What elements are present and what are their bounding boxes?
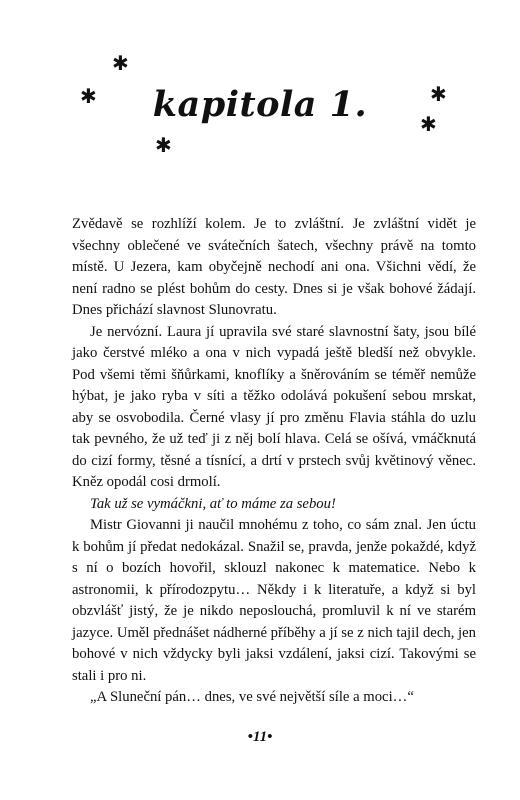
body-text <box>72 214 476 709</box>
chapter-title: kapitola 1. <box>152 84 368 125</box>
paragraph-italic-thought: Tak už se vymáčkni, ať to máme za sebou! <box>90 495 336 512</box>
star-icon: ✱ <box>112 51 129 75</box>
star-icon: ✱ <box>80 84 97 108</box>
star-icon: ✱ <box>430 82 447 106</box>
paragraph-quote: „A Sluneční pán… dnes, ve své největší síle a moci…“ <box>90 689 414 705</box>
paragraph: Zvědavě se rozhlíží kolem. Je to zvláštní. Je zvláštní vidět je všechny oblečené ve svátečních šatech, všechny právě na tomto místě. U Jezera, kam obyčejně nechodí ani ona. Všichni vědí, že není radno se plést bohům do cesty. Dnes si je však bohové žádají. Dnes přichází slavnost Slunovratu. <box>72 216 476 318</box>
star-icon: ✱ <box>155 133 172 157</box>
page-number: •11• <box>247 729 273 745</box>
paragraph: Mistr Giovanni ji naučil mnohému z toho, co sám znal. Jen úctu k bohům jí předat nedokázal. Snažil se, pravda, jenže pokaždé, když s ní o bozích hovořil, sklouzl nakonec k matematice. Nebo k astronomii, k přírodozpytu… Někdy i k literatuře, a když si byl obzvlášť jistý, že je nikdo neposlouchá, promluvil k ní ve starém jazyce. Uměl přednášet nádherné příběhy a jí se z nich tajil dech, jen bohové v nich vždycky byli jaksi vzdálení, jaksi cizí. Takovými se stali i pro ni. <box>72 517 476 684</box>
paragraph: Je nervózní. Laura jí upravila své staré slavnostní šaty, jsou bílé jako čerstvé mléko a ona v nich vypadá ještě bledší než obvykle. Pod všemi těmi šňůrkami, knoflíky a šněrováním se téměř nemůže hýbat, je jako ryba v síti a těžko odolává pokušení sebou mrskat, aby se osvobodila. Černé vlasy jí pro změnu Flavia stáhla do uzlu tak pevného, že už teď ji z něj bolí hlava. Celá se ošívá, vmáčknutá do cizí formy, těsné a tísnící, a drtí v prstech svůj květinový věnec. Kněz opodál cosi drmolí. <box>72 323 476 490</box>
star-icon: ✱ <box>420 112 437 136</box>
